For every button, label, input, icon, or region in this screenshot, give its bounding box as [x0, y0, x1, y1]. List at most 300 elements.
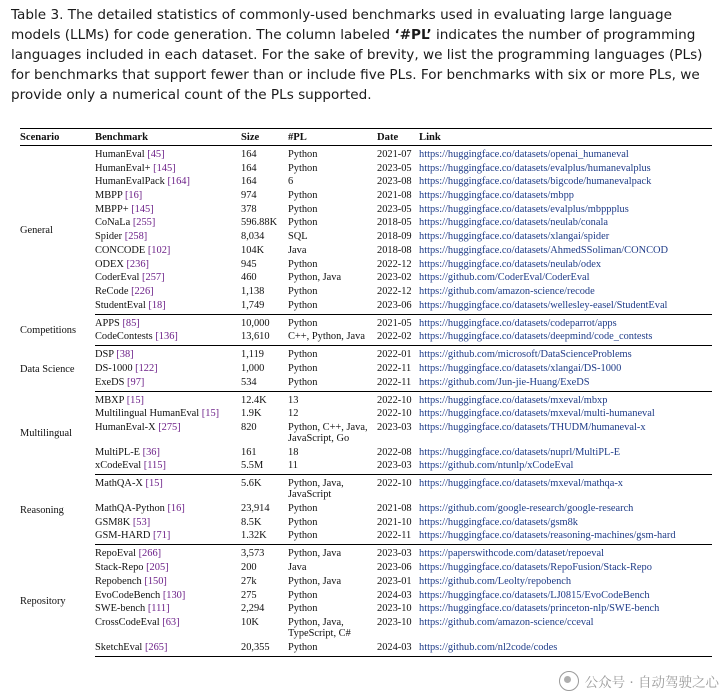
- size-cell: 1,749: [241, 298, 288, 314]
- citation-link[interactable]: [275]: [158, 422, 181, 433]
- date-cell: 2018-05: [377, 217, 412, 229]
- citation-link[interactable]: [145]: [153, 162, 176, 174]
- size-cell: 10,000: [241, 317, 270, 329]
- header-benchmark: Benchmark: [95, 129, 241, 146]
- link-cell: [419, 640, 712, 656]
- table-row: [20, 459, 712, 475]
- citation-link[interactable]: [145]: [131, 203, 154, 215]
- link-cell: [419, 161, 712, 175]
- date-cell: 2022-01: [377, 349, 412, 361]
- benchmark-cell: [95, 391, 241, 407]
- dataset-link[interactable]: https://huggingface.co/datasets/nuprl/MultiPL-E: [419, 446, 621, 458]
- citation-link[interactable]: [122]: [135, 362, 158, 374]
- caption-bold-pl: ‘#PL’: [394, 27, 432, 43]
- benchmark-cell: [95, 615, 241, 640]
- date-cell: 2022-12: [377, 258, 412, 270]
- date-cell: 2022-10: [377, 478, 412, 490]
- link-cell: [419, 421, 712, 446]
- table-row: [20, 189, 712, 203]
- citation-link[interactable]: [18]: [148, 299, 166, 311]
- dataset-link[interactable]: https://huggingface.co/datasets/neulab/conala: [419, 217, 608, 229]
- pl-cell: Python: [288, 362, 318, 374]
- benchmark-cell: [95, 445, 241, 459]
- benchmark-name: CoNaLa: [95, 217, 131, 229]
- benchmark-name: HumanEval: [95, 149, 145, 160]
- header-pl: #PL: [288, 129, 377, 146]
- benchmark-cell: [95, 459, 241, 475]
- citation-link[interactable]: [150]: [144, 575, 167, 587]
- benchmark-cell: [95, 421, 241, 446]
- date-cell: 2024-03: [377, 589, 412, 601]
- benchmark-name: DS-1000: [95, 362, 133, 374]
- pl-cell: 18: [288, 446, 299, 458]
- date-cell: 2023-08: [377, 176, 412, 188]
- link-cell: [419, 407, 712, 421]
- table-row: [20, 615, 712, 640]
- dataset-link[interactable]: https://huggingface.co/datasets/openai_humaneval: [419, 149, 629, 160]
- pl-cell: SQL: [288, 231, 308, 243]
- date-cell: 2021-08: [377, 190, 412, 202]
- pl-cell: Python: [288, 603, 318, 615]
- link-cell: [419, 346, 712, 362]
- dataset-link[interactable]: https://github.com/microsoft/DataScienceProblems: [419, 349, 632, 361]
- benchmark-name: HumanEvalPack: [95, 176, 165, 188]
- benchmark-name: CrossCodeEval: [95, 616, 160, 628]
- table-row: [20, 202, 712, 216]
- size-cell: 1.32K: [241, 529, 288, 545]
- table-row: [20, 375, 712, 391]
- table-row: [20, 574, 712, 588]
- size-cell: 2,294: [241, 603, 265, 615]
- benchmark-table: [20, 128, 712, 657]
- link-cell: [419, 362, 712, 376]
- dataset-link[interactable]: https://huggingface.co/datasets/RepoFusion/Stack-Repo: [419, 562, 652, 574]
- citation-link[interactable]: [130]: [162, 589, 186, 601]
- benchmark-cell: [95, 298, 241, 314]
- pl-cell: Python, Java, TypeScript, C#: [288, 616, 351, 639]
- benchmark-cell: [95, 375, 241, 391]
- table-row: [20, 545, 712, 561]
- benchmark-cell: [95, 161, 241, 175]
- pl-cell: Java: [288, 562, 307, 574]
- pl-cell: 12: [288, 408, 299, 420]
- dataset-link[interactable]: https://huggingface.co/datasets/LJ0815/EvoCodeBench: [419, 589, 650, 601]
- table-row: [20, 602, 712, 616]
- date-cell: 2022-11: [377, 375, 419, 391]
- date-cell: 2021-10: [377, 516, 412, 528]
- pl-cell: Python: [288, 298, 377, 314]
- watermark-text: 公众号 · 自动驾驶之心: [584, 675, 719, 691]
- size-cell: 1,000: [241, 362, 265, 374]
- header-scenario: Scenario: [20, 129, 95, 146]
- dataset-link[interactable]: https://huggingface.co/datasets/evalplus/mbppplus: [419, 203, 629, 215]
- benchmark-cell: [95, 175, 241, 189]
- table-row: [20, 445, 712, 459]
- pl-cell: Python: [288, 285, 318, 297]
- link-cell: [419, 502, 712, 516]
- benchmark-name: RepoEval: [95, 548, 136, 560]
- caption-text-2: indicates the number of programming languages included in each dataset. For the sake of brevity, we list the programming languages (PLs) for benchmarks that support fewer than or include five PLs. For benchmarks with six or more PLs, we provide only a numerical count of the PLs supported.: [11, 27, 703, 103]
- pl-cell: Python: [288, 258, 318, 270]
- dataset-link[interactable]: https://huggingface.co/datasets/evalplus/humanevalplus: [419, 162, 651, 174]
- citation-link[interactable]: [63]: [162, 616, 180, 628]
- table-row: [20, 640, 712, 656]
- caption-text-1: Table 3. The detailed statistics of commonly-used benchmarks used in evaluating large language models (LLMs) for code generation. The column labeled: [11, 7, 672, 43]
- link-cell: [419, 475, 712, 502]
- citation-link[interactable]: [115]: [143, 460, 166, 472]
- link-cell: [419, 574, 712, 588]
- size-cell: 945: [241, 258, 257, 270]
- link-cell: [419, 230, 712, 244]
- dataset-link[interactable]: https://huggingface.co/datasets/neulab/odex: [419, 258, 602, 270]
- pl-cell: Python, Java: [288, 272, 342, 284]
- date-cell: 2023-10: [377, 603, 412, 615]
- size-cell: 275: [241, 589, 257, 601]
- citation-link[interactable]: [15]: [145, 478, 163, 490]
- size-cell: 10K: [241, 616, 259, 628]
- dataset-link[interactable]: https://github.com/amazon-science/cceval: [419, 616, 594, 628]
- dataset-link[interactable]: https://github.com/Leolty/repobench: [419, 575, 572, 587]
- header-link: Link: [419, 129, 712, 146]
- date-cell: 2021-05: [377, 317, 412, 329]
- benchmark-cell: [95, 284, 241, 298]
- benchmark-name: Multilingual HumanEval: [95, 408, 200, 420]
- link-cell: [419, 615, 712, 640]
- benchmark-name: MultiPL-E: [95, 446, 141, 458]
- date-cell: 2022-12: [377, 285, 412, 297]
- citation-link[interactable]: [38]: [116, 349, 134, 361]
- dataset-link[interactable]: https://huggingface.co/datasets/THUDM/humaneval-x: [419, 422, 646, 433]
- scenario-cell: Competitions: [20, 325, 76, 337]
- pl-cell: Python: [288, 529, 377, 545]
- table-row: [20, 475, 712, 502]
- dataset-link[interactable]: https://huggingface.co/datasets/bigcode/humanevalpack: [419, 176, 652, 188]
- pl-cell: Python: [288, 190, 318, 202]
- citation-link[interactable]: [97]: [127, 376, 145, 388]
- watermark: [559, 671, 719, 691]
- size-cell: 378: [241, 203, 257, 215]
- dataset-link[interactable]: https://github.com/Jun-jie-Huang/ExeDS: [419, 376, 590, 388]
- size-cell: 164: [241, 176, 257, 188]
- link-cell: [419, 202, 712, 216]
- dataset-link[interactable]: https://huggingface.co/datasets/xlangai/DS-1000: [419, 362, 622, 374]
- date-cell: 2023-05: [377, 203, 412, 215]
- citation-link[interactable]: [136]: [155, 331, 178, 343]
- citation-link[interactable]: [265]: [144, 641, 168, 653]
- pl-cell: Python: [288, 640, 377, 656]
- citation-link[interactable]: [85]: [122, 317, 140, 329]
- date-cell: 2022-10: [377, 408, 412, 420]
- size-cell: 820: [241, 422, 257, 433]
- benchmark-name: GSM-HARD: [95, 530, 151, 542]
- size-cell: 1,119: [241, 349, 264, 361]
- size-cell: 20,355: [241, 640, 288, 656]
- table-row: [20, 421, 712, 446]
- size-cell: 3,573: [241, 548, 265, 560]
- benchmark-cell: [95, 588, 241, 602]
- table-row: [20, 330, 712, 346]
- benchmark-cell: [95, 202, 241, 216]
- size-cell: 27k: [241, 575, 257, 587]
- size-cell: 1,138: [241, 285, 265, 297]
- citation-link[interactable]: [266]: [138, 548, 162, 560]
- table-row: [20, 271, 712, 285]
- size-cell: 12.4K: [241, 394, 267, 406]
- link-cell: [419, 175, 712, 189]
- benchmark-cell: [95, 529, 241, 545]
- pl-cell: Python, Java: [288, 575, 342, 587]
- link-cell: [419, 189, 712, 203]
- benchmark-cell: [95, 362, 241, 376]
- size-cell: 974: [241, 190, 257, 202]
- date-cell: 2023-05: [377, 162, 412, 174]
- dataset-link[interactable]: https://huggingface.co/datasets/AhmedSSoliman/CONCOD: [419, 244, 669, 256]
- table-body: [20, 146, 712, 657]
- table-row: [20, 515, 712, 529]
- link-cell: [419, 298, 712, 314]
- link-cell: [419, 391, 712, 407]
- table-row: [20, 298, 712, 314]
- dataset-link[interactable]: https://huggingface.co/datasets/deepmind/code_contests: [419, 331, 653, 343]
- benchmark-cell: [95, 271, 241, 285]
- table-row: [20, 391, 712, 407]
- table-caption: [11, 5, 717, 105]
- wechat-logo-icon: [559, 671, 579, 691]
- size-cell: 596.88K: [241, 217, 278, 229]
- citation-link[interactable]: [255]: [132, 217, 156, 229]
- table-row: [20, 314, 712, 330]
- pl-cell: Python: [288, 149, 318, 160]
- date-cell: 2023-03: [377, 548, 412, 560]
- pl-cell: Python: [288, 203, 318, 215]
- table-row: [20, 407, 712, 421]
- pl-cell: Python: [288, 375, 377, 391]
- date-cell: 2023-01: [377, 575, 412, 587]
- benchmark-name: SWE-bench: [95, 603, 146, 615]
- link-cell: [419, 257, 712, 271]
- pl-cell: Python: [288, 516, 318, 528]
- dataset-link[interactable]: https://huggingface.co/datasets/reasoning-machines/gsm-hard: [419, 530, 676, 542]
- link-cell: [419, 515, 712, 529]
- benchmark-cell: [95, 330, 241, 346]
- link-cell: [419, 216, 712, 230]
- pl-cell: Python, Java: [288, 548, 342, 560]
- benchmark-name: DSP: [95, 349, 114, 361]
- benchmark-cell: [95, 257, 241, 271]
- pl-cell: Python: [288, 162, 318, 174]
- benchmark-name: EvoCodeBench: [95, 589, 161, 601]
- date-cell: 2021-08: [377, 503, 412, 515]
- benchmark-name: Stack-Repo: [95, 562, 144, 574]
- benchmark-name: MathQA-Python: [95, 503, 165, 515]
- benchmark-name: ReCode: [95, 285, 129, 297]
- benchmark-cell: [95, 561, 241, 575]
- benchmark-name: CodeContests: [95, 331, 153, 343]
- pl-cell: Python: [288, 589, 318, 601]
- citation-link[interactable]: [16]: [124, 190, 143, 202]
- citation-link[interactable]: [15]: [126, 394, 144, 406]
- dataset-link[interactable]: https://paperswithcode.com/dataset/repoeval: [419, 548, 604, 560]
- size-cell: 5.5M: [241, 459, 288, 475]
- benchmark-name: Repobench: [95, 575, 142, 587]
- dataset-link[interactable]: https://huggingface.co/datasets/mxeval/multi-humaneval: [419, 408, 655, 420]
- citation-link[interactable]: [257]: [142, 272, 165, 284]
- dataset-link[interactable]: https://huggingface.co/datasets/codeparrot/apps: [419, 317, 617, 329]
- date-cell: 2021-07: [377, 149, 412, 160]
- pl-cell: Python: [288, 317, 318, 329]
- date-cell: 2018-08: [377, 244, 412, 256]
- pl-cell: 6: [288, 176, 294, 188]
- date-cell: 2023-02: [377, 272, 412, 284]
- citation-link[interactable]: [205]: [146, 562, 169, 574]
- size-cell: 1.9K: [241, 408, 262, 420]
- dataset-link[interactable]: https://huggingface.co/datasets/gsm8k: [419, 516, 579, 528]
- benchmark-cell: [95, 602, 241, 616]
- link-cell: [419, 271, 712, 285]
- dataset-link[interactable]: https://github.com/google-research/google-research: [419, 503, 634, 515]
- scenario-cell: Repository: [20, 595, 66, 607]
- table-row: [20, 588, 712, 602]
- date-cell: 2024-03: [377, 640, 419, 656]
- size-cell: 5.6K: [241, 478, 262, 490]
- benchmark-name: MBXP: [95, 394, 125, 406]
- link-cell: [419, 243, 712, 257]
- table-row: [20, 230, 712, 244]
- pl-cell: Python, Java, JavaScript: [288, 478, 344, 501]
- citation-link[interactable]: [102]: [147, 244, 171, 256]
- link-cell: [419, 375, 712, 391]
- table-row: [20, 216, 712, 230]
- table-row: [20, 284, 712, 298]
- table-row: [20, 561, 712, 575]
- size-cell: 164: [241, 149, 257, 160]
- pl-cell: Java: [288, 244, 307, 256]
- benchmark-cell: [95, 243, 241, 257]
- dataset-link[interactable]: https://huggingface.co/datasets/xlangai/spider: [419, 231, 610, 243]
- pl-cell: Python: [288, 503, 318, 515]
- benchmark-cell: [95, 574, 241, 588]
- benchmark-cell: [95, 475, 241, 502]
- date-cell: 2023-03: [377, 459, 419, 475]
- citation-link[interactable]: [15]: [201, 408, 220, 420]
- date-cell: 2023-06: [377, 562, 412, 574]
- link-cell: [419, 330, 712, 346]
- pl-cell: C++, Python, Java: [288, 330, 377, 346]
- citation-link[interactable]: [45]: [147, 149, 165, 160]
- benchmark-name: MathQA-X: [95, 478, 143, 490]
- benchmark-cell: [95, 146, 241, 162]
- size-cell: 161: [241, 446, 257, 458]
- benchmark-name: ExeDS: [95, 376, 125, 388]
- citation-link[interactable]: [226]: [131, 285, 154, 297]
- citation-link[interactable]: [236]: [126, 258, 149, 270]
- benchmark-name: GSM8K: [95, 516, 131, 528]
- date-cell: 2018-09: [377, 231, 412, 243]
- pl-cell: 11: [288, 459, 377, 475]
- pl-cell: Python, C++, Java, JavaScript, Go: [288, 422, 368, 444]
- pl-cell: Python: [288, 217, 318, 229]
- citation-link[interactable]: [71]: [153, 530, 171, 542]
- benchmark-cell: [95, 314, 241, 330]
- table-header-row: [20, 129, 712, 146]
- size-cell: 460: [241, 272, 257, 284]
- dataset-link[interactable]: https://huggingface.co/datasets/mxeval/mathqa-x: [419, 478, 624, 490]
- dataset-link[interactable]: https://huggingface.co/datasets/mxeval/mbxp: [419, 394, 608, 406]
- dataset-link[interactable]: https://github.com/CoderEval/CoderEval: [419, 272, 590, 284]
- link-cell: [419, 545, 712, 561]
- link-cell: [419, 602, 712, 616]
- size-cell: 8,034: [241, 231, 265, 243]
- citation-link[interactable]: [258]: [124, 231, 148, 243]
- size-cell: 8.5K: [241, 516, 262, 528]
- table-row: [20, 175, 712, 189]
- citation-link[interactable]: [36]: [142, 446, 160, 458]
- benchmark-cell: [95, 230, 241, 244]
- citation-link[interactable]: [111]: [147, 603, 170, 615]
- benchmark-cell: [95, 407, 241, 421]
- scenario-cell: Multilingual: [20, 428, 72, 440]
- benchmark-name: CoderEval: [95, 272, 140, 284]
- dataset-link[interactable]: https://github.com/ntunlp/xCodeEval: [419, 460, 574, 472]
- date-cell: 2022-11: [377, 529, 419, 545]
- citation-link[interactable]: [16]: [167, 503, 185, 515]
- benchmark-name: SketchEval: [95, 641, 143, 653]
- header-date: Date: [377, 129, 419, 146]
- link-cell: [419, 284, 712, 298]
- link-cell: [419, 459, 712, 475]
- benchmark-cell: [95, 640, 241, 656]
- link-cell: [419, 561, 712, 575]
- benchmark-name: MBPP: [95, 190, 123, 202]
- dataset-link[interactable]: https://github.com/nl2code/codes: [419, 641, 558, 653]
- link-cell: [419, 314, 712, 330]
- table-row: [20, 346, 712, 362]
- size-cell: 23,914: [241, 503, 270, 515]
- benchmark-name: MBPP+: [95, 203, 129, 215]
- date-cell: 2022-11: [377, 362, 412, 374]
- table-row: [20, 529, 712, 545]
- date-cell: 2023-03: [377, 422, 412, 433]
- size-cell: 534: [241, 375, 288, 391]
- date-cell: 2023-06: [377, 298, 419, 314]
- benchmark-name: HumanEval-X: [95, 422, 156, 433]
- link-cell: [419, 146, 712, 162]
- date-cell: 2023-10: [377, 616, 412, 628]
- dataset-link[interactable]: https://huggingface.co/datasets/mbpp: [419, 190, 574, 202]
- scenario-cell: Reasoning: [20, 505, 64, 517]
- benchmark-cell: [95, 545, 241, 561]
- scenario-cell: General: [20, 225, 53, 237]
- benchmark-cell: [95, 216, 241, 230]
- dataset-link[interactable]: https://huggingface.co/datasets/wellesley-easel/StudentEval: [419, 299, 668, 311]
- citation-link[interactable]: [53]: [132, 516, 151, 528]
- size-cell: 164: [241, 162, 257, 174]
- table-row: [20, 502, 712, 516]
- date-cell: 2022-02: [377, 330, 419, 346]
- link-cell: [419, 588, 712, 602]
- dataset-link[interactable]: https://github.com/amazon-science/recode: [419, 285, 595, 297]
- link-cell: [419, 529, 712, 545]
- dataset-link[interactable]: https://huggingface.co/datasets/princeton-nlp/SWE-bench: [419, 603, 660, 615]
- citation-link[interactable]: [164]: [167, 176, 190, 188]
- benchmark-name: ODEX: [95, 258, 124, 270]
- size-cell: 104K: [241, 244, 265, 256]
- table-row: [20, 161, 712, 175]
- benchmark-cell: [95, 515, 241, 529]
- size-cell: 13,610: [241, 330, 288, 346]
- benchmark-name: CONCODE: [95, 244, 146, 256]
- table-row: [20, 257, 712, 271]
